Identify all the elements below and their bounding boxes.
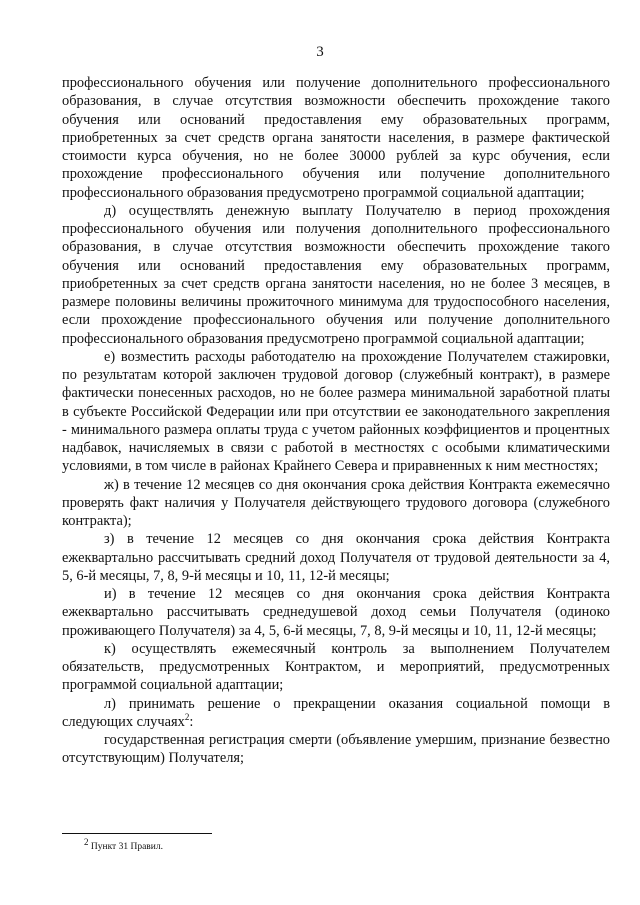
paragraph-i: и) в течение 12 месяцев со дня окончания срока действия Контракта ежеквартально рассчитывать среднедушевой доход семьи Получателя (одиноко проживающего Получателя) за 4, 5, 6-й месяцы, 7, 8, 9-й месяцы и 10, 11, 12-й месяцы; [62, 586, 610, 639]
footnote-marker: 2 [84, 837, 89, 847]
paragraph-l-colon: : [189, 713, 194, 730]
paragraph-k: к) осуществлять ежемесячный контроль за выполнением Получателем обязательств, предусмотренных Контрактом, и мероприятий, предусмотренных программой социальной адаптации; [62, 640, 610, 694]
paragraph-l [62, 695, 610, 732]
paragraph-d: д) осуществлять денежную выплату Получателю в период прохождения профессионального обучения или получения дополнительного профессионального образования, в случае отсутствия возможности обеспечить прохождение такого обучения или оснований предоставления ему образовательных программ, приобретенных за счет средств органа занятости населения, но не более 3 месяцев, в размере половины величины прожиточного минимума для трудоспособного населения, если прохождение профессионального обучения или получение дополнительного профессионального образования предусмотрено программой социальной адаптации; [62, 202, 610, 347]
paragraph-z: з) в течение 12 месяцев со дня окончания срока действия Контракта ежеквартально рассчитывать средний доход Получателя от трудовой деятельности за 4, 5, 6-й месяцы, 7, 8, 9-й месяцы и 10, 11, 12-й месяцы; [62, 531, 610, 584]
paragraph-l-text: л) принимать решение о прекращении оказания социальной помощи в следующих случаях [62, 695, 610, 730]
document-body [62, 74, 610, 768]
page-number: 3 [316, 44, 324, 60]
footnote-text: Пункт 31 Правил. [90, 842, 163, 853]
paragraph-continuation: профессионального обучения или получение дополнительного профессионального образования, в случае отсутствия возможности обеспечить прохождение такого обучения или оснований предоставления ему образовательных программ, приобретенных за счет средств органа занятости населения, в размере фактической стоимости курса обучения, но не более 30000 рублей за курс обучения, если прохождение профессионального обучения или получение дополнительного профессионального образования предусмотрено программой социальной адаптации; [62, 75, 610, 201]
footnote [84, 837, 163, 853]
paragraph-death-registration: государственная регистрация смерти (объявление умершим, признание безвестно отсутствующим) Получателя; [62, 732, 610, 767]
paragraph-e: е) возместить расходы работодателю на прохождение Получателем стажировки, по результатам которой заключен трудовой договор (служебный контракт), в размере фактически понесенных расходов, но не более размера минимальной заработной платы в субъекте Российской Федерации или при отсутствии ее законодательного закрепления - минимального размера оплаты труда с учетом районных коэффициентов и процентных надбавок, начисляемых в связи с работой в местностях с особыми климатическими условиями, в том числе в районах Крайнего Севера и приравненных к ним местностях; [62, 348, 610, 475]
paragraph-zh: ж) в течение 12 месяцев со дня окончания срока действия Контракта ежемесячно проверять факт наличия у Получателя действующего трудового договора (служебного контракта); [62, 476, 610, 529]
footnote-reference: 2 [184, 711, 190, 722]
footnote-divider [62, 833, 212, 834]
